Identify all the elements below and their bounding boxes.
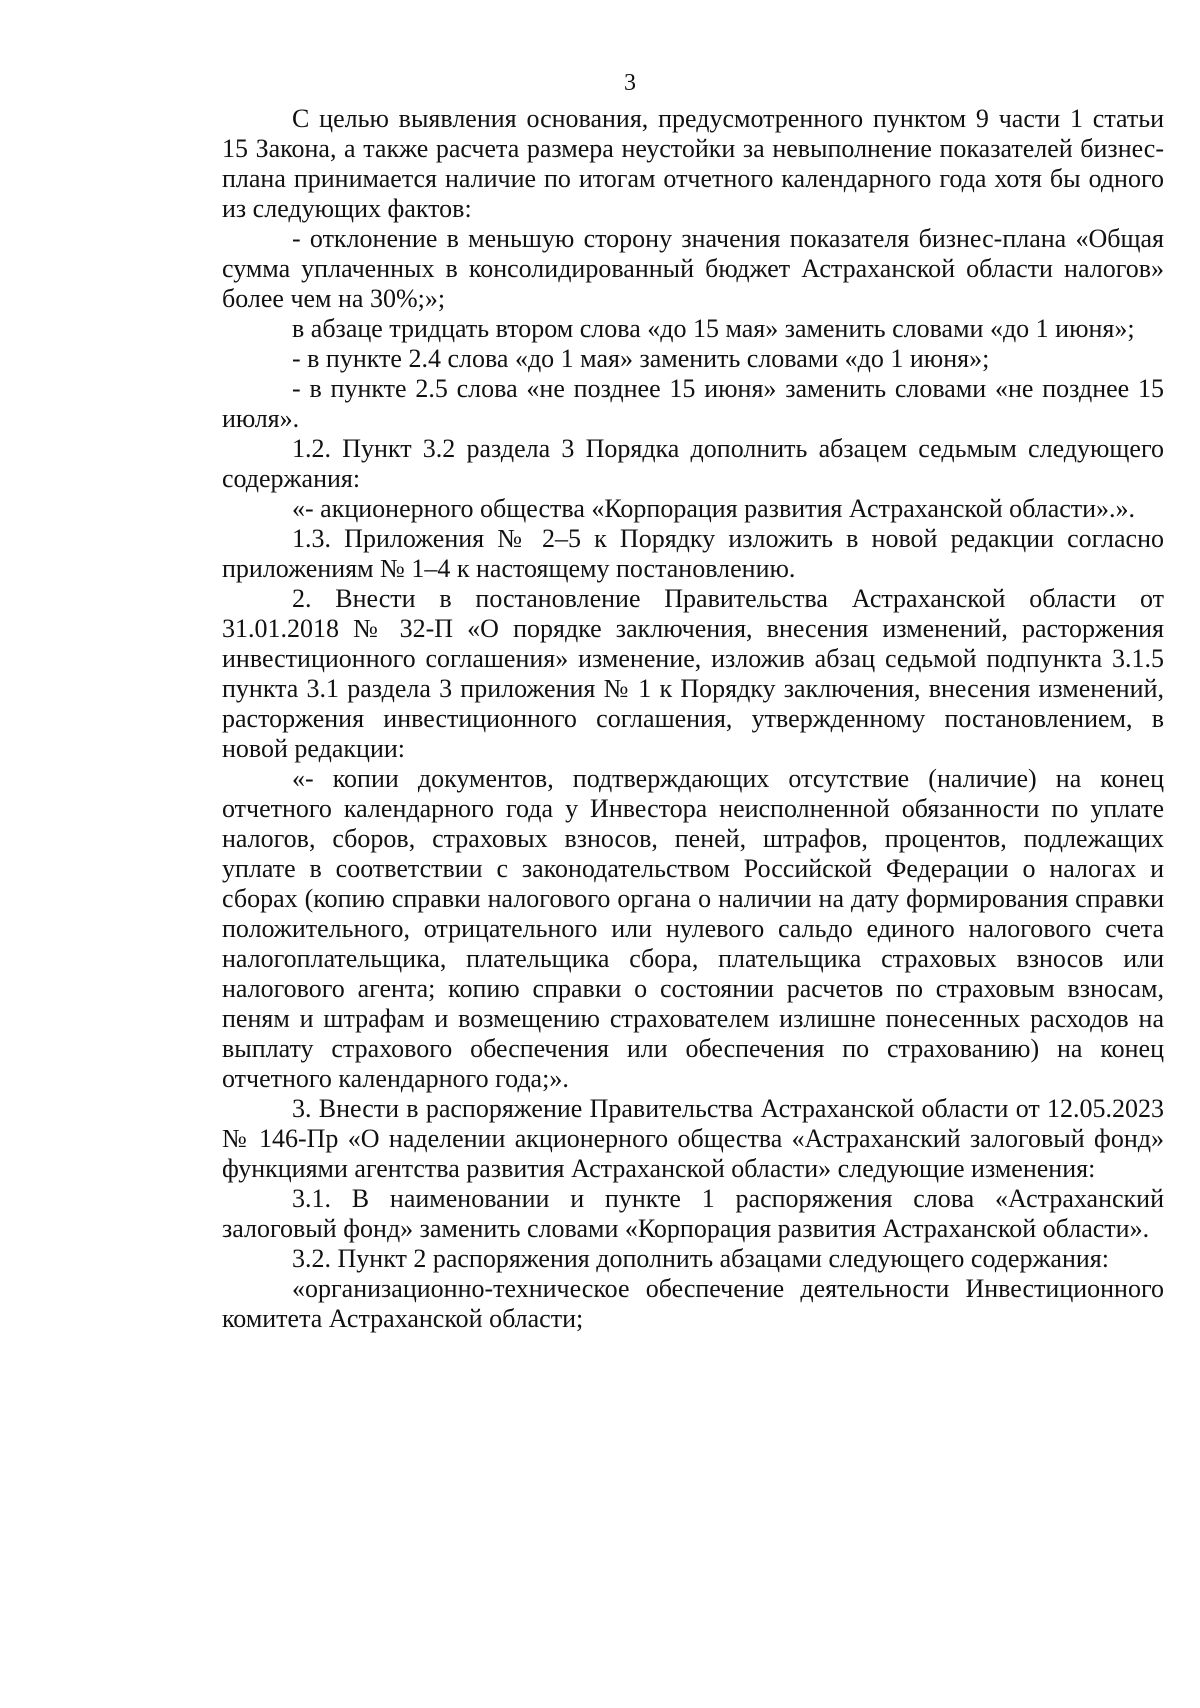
paragraph-1-3: 1.3. Приложения № 2–5 к Порядку изложить в новой редакции согласно приложениям № 1–4 к настоящему постановлению.: [222, 524, 1164, 583]
paragraph-item-2-4: - в пункте 2.4 слова «до 1 мая» заменить словами «до 1 июня»;: [292, 344, 990, 373]
paragraph-3-1: 3.1. В наименовании и пункте 1 распоряжения слова «Астраханский залоговый фонд» заменить словами «Корпорация развития Астраханской области».: [222, 1184, 1164, 1243]
paragraph-deviation: - отклонение в меньшую сторону значения показателя бизнес-плана «Общая сумма уплаченных в консолидированный бюджет Астраханской области налогов» более чем на 30%;»;: [222, 224, 1164, 313]
paragraph-thirty-second: в абзаце тридцать втором слова «до 15 мая» заменить словами «до 1 июня»;: [292, 314, 1135, 343]
paragraph-item-2-5: - в пункте 2.5 слова «не позднее 15 июня» заменить словами «не позднее 15 июля».: [222, 374, 1164, 433]
paragraph-documents-copies: «- копии документов, подтверждающих отсутствие (наличие) на конец отчетного календарного года у Инвестора неисполненной обязанности по уплате налогов, сборов, страховых взносов, пеней, штрафов, процентов, подлежащих уплате в соответствии с законодательством Российской Федерации о налогах и сборах (копию справки налогового органа о наличии на дату формирования справки положительного, отрицательного или нулевого сальдо единого налогового счета налогоплательщика, плательщика сбора, плательщика страховых взносов или налогового агента; копию справки о состоянии расчетов по страховым взносам, пеням и штрафам и возмещению страхователем излишне понесенных расходов на выплату страхового обеспечения или обеспечения по страхованию) на конец отчетного календарного года;».: [222, 764, 1164, 1093]
paragraph-criteria-intro: С целью выявления основания, предусмотренного пунктом 9 части 1 статьи 15 Закона, а также расчета размера неустойки за невыполнение показателей бизнес-плана принимается наличие по итогам отчетного календарного года хотя бы одного из следующих фактов:: [222, 104, 1164, 223]
paragraph-2: 2. Внести в постановление Правительства Астраханской области от 31.01.2018 № 32-П «О порядке заключения, внесения изменений, расторжения инвестиционного соглашения» изменение, изложив абзац седьмой подпункта 3.1.5 пункта 3.1 раздела 3 приложения № 1 к Порядку заключения, внесения изменений, расторжения инвестиционного соглашения, утвержденному постановлением, в новой редакции:: [222, 584, 1164, 763]
paragraph-3-2: 3.2. Пункт 2 распоряжения дополнить абзацами следующего содержания:: [292, 1244, 1109, 1273]
paragraph-organizational-support: «организационно-техническое обеспечение деятельности Инвестиционного комитета Астраханской области;: [222, 1274, 1164, 1333]
paragraph-1-2: 1.2. Пункт 3.2 раздела 3 Порядка дополнить абзацем седьмым следующего содержания:: [222, 434, 1164, 493]
paragraph-corporation: «- акционерного общества «Корпорация развития Астраханской области».».: [292, 494, 1136, 523]
paragraph-3: 3. Внести в распоряжение Правительства Астраханской области от 12.05.2023 № 146-Пр «О наделении акционерного общества «Астраханский залоговый фонд» функциями агентства развития Астраханской области» следующие изменения:: [222, 1094, 1164, 1183]
page-number: 3: [624, 70, 636, 96]
document-body: [222, 104, 1164, 1334]
